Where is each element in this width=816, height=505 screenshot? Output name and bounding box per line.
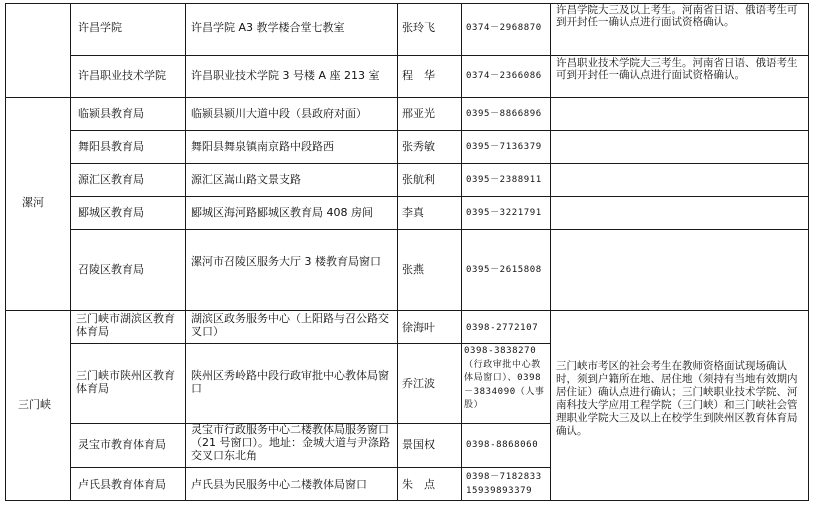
address-cell: 郾城区海河路郾城区教育局 408 房间 (191, 206, 373, 219)
address-cell: 临颍县颍川大道中段（县政府对面） (191, 107, 367, 120)
phone-cell: 0374－2968870 (466, 23, 542, 33)
table-rule (70, 467, 550, 468)
phone-cell: 0395－2615808 (466, 265, 542, 275)
unit-cell: 许昌学院 (78, 21, 122, 34)
table-rule (5, 310, 808, 311)
unit-cell: 召陵区教育局 (78, 263, 144, 276)
unit-cell: 源汇区教育局 (78, 173, 144, 186)
address-cell: 漯河市召陵区服务大厅 3 楼教育局窗口 (191, 255, 381, 268)
phone-cell: 0395－7136379 (466, 142, 542, 152)
contact-cell: 程 华 (402, 69, 435, 82)
contact-cell: 张秀敏 (402, 140, 435, 153)
contact-cell: 景国权 (402, 438, 435, 451)
note-cell: 许昌学院大三及以上考生。河南省日语、俄语考生可到开封任一确认点进行面试资格确认。 (556, 4, 798, 28)
address-cell: 源汇区嵩山路文景支路 (191, 173, 301, 186)
district-cell: 漯河 (22, 196, 44, 209)
address-cell: 舞阳县舞泉镇南京路中段路西 (191, 140, 334, 153)
unit-cell: 许昌职业技术学院 (78, 69, 166, 82)
contact-cell: 李真 (402, 206, 424, 219)
note-cell: 许昌职业技术学院大三考生。河南省日语、俄语考生可到开封任一确认点进行面试资格确认。 (556, 57, 798, 81)
address-cell: 许昌学院 A3 教学楼合堂七教室 (191, 21, 345, 34)
contact-cell: 邢亚光 (402, 107, 435, 120)
table-rule (808, 3, 809, 501)
phone-cell: 0398-8868060 (466, 440, 539, 450)
contact-cell: 张燕 (402, 263, 424, 276)
table-rule (461, 3, 462, 501)
table-rule (70, 55, 808, 56)
district-cell: 三门峡 (18, 398, 51, 411)
table-rule (70, 343, 550, 344)
phone-cell: 0395－2388911 (466, 175, 542, 185)
table-rule (70, 130, 808, 131)
note-cell: 三门峡市考区的社会考生在教师资格面试现场确认时，须到户籍所在地、居住地（须持有当地有效期内居住证）确认点进行确认；三门峡职业技术学院、河南科技大学应用工程学院（三门峡）和三门峡社会管理职业学院大三及以上在校学生到陕州区教育体育局确认。 (556, 360, 798, 437)
address-cell: 湖滨区政务服务中心（上阳路与召公路交叉口） (191, 312, 389, 338)
phone-cell: 0395－3221791 (466, 208, 542, 218)
table-rule (5, 500, 808, 501)
contact-cell: 乔江波 (402, 377, 435, 390)
table-rule (70, 3, 71, 501)
address-cell: 卢氏县为民服务中心二楼教体局窗口 (191, 478, 367, 491)
table-rule (5, 3, 6, 501)
contact-cell: 张航利 (402, 173, 435, 186)
table-rule (185, 3, 186, 501)
table-rule (5, 97, 808, 98)
unit-cell: 卢氏县教育体育局 (78, 478, 166, 491)
phone-cell: 0398-3838270（行政审批中心教体局窗口）、0398－3834090（人事股） (464, 346, 545, 410)
phone-cell: 0398－7182833 15939893379 (466, 472, 542, 496)
contact-cell: 朱 点 (402, 478, 435, 491)
table-rule (70, 196, 808, 197)
table-rule (397, 3, 398, 501)
unit-cell: 舞阳县教育局 (78, 140, 144, 153)
unit-cell: 临颍县教育局 (78, 107, 144, 120)
unit-cell: 郾城区教育局 (78, 206, 144, 219)
address-cell: 陕州区秀岭路中段行政审批中心教体局窗口 (191, 369, 389, 395)
address-cell: 灵宝市行政服务中心二楼教体局服务窗口（21 号窗口）。地址：金城大道与尹涤路交叉口东北角 (191, 423, 390, 462)
table-rule (70, 163, 808, 164)
phone-cell: 0395－8866896 (466, 109, 542, 119)
contact-cell: 张玲飞 (402, 21, 435, 34)
address-cell: 许昌职业技术学院 3 号楼 A 座 213 室 (191, 69, 380, 82)
unit-cell: 灵宝市教育体育局 (78, 438, 166, 451)
phone-cell: 0398-2772107 (466, 323, 539, 333)
unit-cell: 三门峡市陕州区教育体育局 (76, 369, 175, 395)
table-rule (550, 3, 551, 501)
table-rule (70, 229, 808, 230)
phone-cell: 0374－2366086 (466, 71, 542, 81)
unit-cell: 三门峡市湖滨区教育体育局 (76, 312, 175, 338)
contact-cell: 徐海叶 (402, 321, 435, 334)
